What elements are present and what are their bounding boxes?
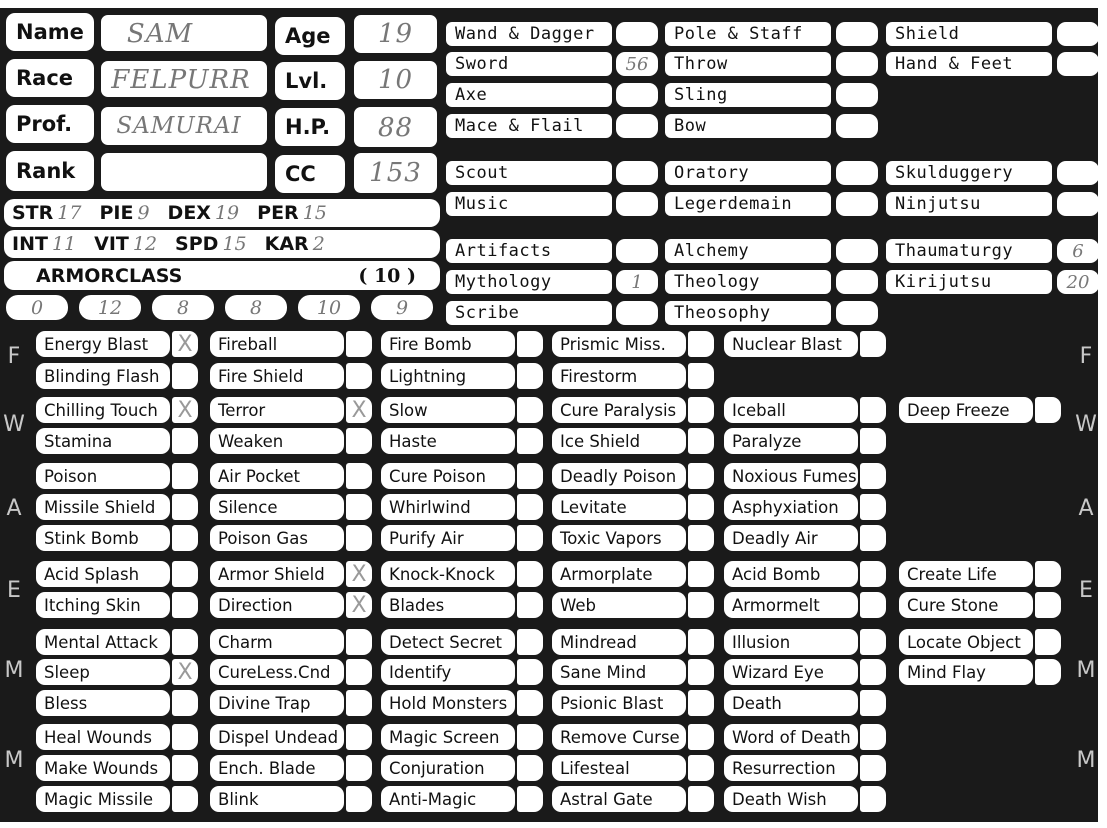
- spell-name: Acid Bomb: [724, 561, 858, 587]
- spell-check-box[interactable]: [346, 755, 372, 781]
- spell-name: Cure Stone: [899, 592, 1033, 618]
- spell-name: Death Wish: [724, 786, 858, 812]
- spell-name: Armormelt: [724, 592, 858, 618]
- spell-name: Resurrection: [724, 755, 858, 781]
- spell-check-box[interactable]: [346, 659, 372, 685]
- skill-name: Scout: [446, 161, 612, 185]
- spell-name: Anti-Magic: [381, 786, 515, 812]
- skill-name: Throw: [665, 52, 831, 76]
- spell-check-box[interactable]: [860, 755, 886, 781]
- spell-check-box[interactable]: [860, 428, 886, 454]
- spell-check-box[interactable]: [860, 659, 886, 685]
- spell-check-box[interactable]: [860, 397, 886, 423]
- skill-value-box[interactable]: 1: [616, 270, 658, 294]
- skill-name: Theology: [665, 270, 831, 294]
- spell-name: Fire Shield: [210, 363, 344, 389]
- spell-name: Hold Monsters: [381, 690, 515, 716]
- spell-name: Missile Shield: [36, 494, 170, 520]
- spell-name: Acid Splash: [36, 561, 170, 587]
- spell-name: Word of Death: [724, 724, 858, 750]
- spell-check-box[interactable]: [688, 428, 714, 454]
- spell-check-box[interactable]: [517, 331, 543, 357]
- spell-check-box[interactable]: [860, 525, 886, 551]
- skill-value-box[interactable]: [1057, 52, 1098, 76]
- spell-name: Mindread: [552, 629, 686, 655]
- spell-check-box[interactable]: [860, 561, 886, 587]
- skill-value-box[interactable]: [616, 83, 658, 107]
- per-value: 15: [302, 202, 327, 224]
- spell-check-box[interactable]: [688, 629, 714, 655]
- skill-value-box[interactable]: [1057, 161, 1098, 185]
- skill-value-box[interactable]: [616, 22, 658, 46]
- spell-check-box[interactable]: [172, 755, 198, 781]
- spell-check-box[interactable]: [688, 592, 714, 618]
- spell-name: Blinding Flash: [36, 363, 170, 389]
- spell-name: Fire Bomb: [381, 331, 515, 357]
- spell-check-box[interactable]: [346, 428, 372, 454]
- vit-label: VIT: [94, 233, 129, 255]
- spell-check-box[interactable]: [517, 786, 543, 812]
- school-letter-left: E: [7, 578, 21, 603]
- spell-check-box[interactable]: [346, 331, 372, 357]
- spell-check-box[interactable]: [688, 755, 714, 781]
- skill-name: Theosophy: [665, 301, 831, 325]
- spell-name: Armor Shield: [210, 561, 344, 587]
- spell-name: Knock-Knock: [381, 561, 515, 587]
- skill-value-box[interactable]: [836, 192, 878, 216]
- skill-name: Axe: [446, 83, 612, 107]
- armorclass-bar: [4, 261, 440, 290]
- spell-name: Asphyxiation: [724, 494, 858, 520]
- spell-name: Divine Trap: [210, 690, 344, 716]
- spell-name: Stamina: [36, 428, 170, 454]
- spell-name: Purify Air: [381, 525, 515, 551]
- spell-name: Conjuration: [381, 755, 515, 781]
- hp-label: H.P.: [275, 108, 345, 146]
- spell-name: Make Wounds: [36, 755, 170, 781]
- armor-slot[interactable]: 0: [6, 295, 68, 320]
- school-letter-right: E: [1079, 578, 1093, 603]
- skill-value-box[interactable]: 20: [1057, 270, 1098, 294]
- spell-check-box[interactable]: [860, 690, 886, 716]
- skill-name: Sling: [665, 83, 831, 107]
- skill-value-box[interactable]: [836, 83, 878, 107]
- school-letter-right: W: [1075, 412, 1097, 437]
- kar-value: 2: [312, 233, 325, 255]
- skill-value-box[interactable]: [616, 301, 658, 325]
- school-letter-left: W: [3, 412, 25, 437]
- skill-name: Wand & Dagger: [446, 22, 612, 46]
- spell-check-box[interactable]: [1035, 561, 1061, 587]
- rank-label: Rank: [6, 151, 94, 191]
- spell-check-box[interactable]: [517, 592, 543, 618]
- race-value: FELPURR: [111, 65, 251, 95]
- pie-label: PIE: [99, 202, 134, 224]
- skill-value-box[interactable]: [836, 270, 878, 294]
- school-letter-left: A: [6, 496, 22, 521]
- school-letter-right: M: [1076, 658, 1096, 683]
- spell-check-box[interactable]: [688, 690, 714, 716]
- spell-check-box[interactable]: [688, 786, 714, 812]
- spell-check-box[interactable]: X: [346, 592, 372, 618]
- spell-check-box[interactable]: [346, 724, 372, 750]
- spell-check-box[interactable]: [860, 463, 886, 489]
- spell-name: Create Life: [899, 561, 1033, 587]
- spell-check-box[interactable]: [688, 525, 714, 551]
- school-letter-right: M: [1076, 748, 1096, 773]
- spell-check-box[interactable]: [860, 786, 886, 812]
- spell-check-box[interactable]: [688, 494, 714, 520]
- spell-name: Terror: [210, 397, 344, 423]
- spell-check-box[interactable]: [172, 786, 198, 812]
- spell-check-box[interactable]: [172, 592, 198, 618]
- skill-value-box[interactable]: [616, 161, 658, 185]
- spell-check-box[interactable]: [688, 561, 714, 587]
- skill-value-box[interactable]: [836, 114, 878, 138]
- skill-value-box[interactable]: [616, 192, 658, 216]
- vit-value: 12: [132, 233, 158, 255]
- spell-name: Psionic Blast: [552, 690, 686, 716]
- prof-value: SAMURAI: [116, 113, 242, 139]
- skill-value-box[interactable]: [836, 239, 878, 263]
- spell-name: Blades: [381, 592, 515, 618]
- spell-check-box[interactable]: [172, 463, 198, 489]
- spell-check-box[interactable]: [346, 494, 372, 520]
- dex-label: DEX: [167, 202, 211, 224]
- spell-check-box[interactable]: X: [172, 397, 198, 423]
- spell-name: Deadly Air: [724, 525, 858, 551]
- int-label: INT: [12, 233, 48, 255]
- stats-row-2: [4, 230, 440, 258]
- spell-name: Illusion: [724, 629, 858, 655]
- spell-name: Sleep: [36, 659, 170, 685]
- spell-name: Detect Secret: [381, 629, 515, 655]
- spell-check-box[interactable]: [860, 724, 886, 750]
- spell-name: Fireball: [210, 331, 344, 357]
- cc-label: CC: [275, 155, 345, 193]
- spell-name: Itching Skin: [36, 592, 170, 618]
- skill-name: Pole & Staff: [665, 22, 831, 46]
- skill-name: Thaumaturgy: [886, 239, 1052, 263]
- spell-check-box[interactable]: [346, 629, 372, 655]
- spell-check-box[interactable]: [172, 494, 198, 520]
- school-letter-right: A: [1078, 496, 1094, 521]
- spell-name: Silence: [210, 494, 344, 520]
- spell-check-box[interactable]: [346, 525, 372, 551]
- spell-name: CureLess.Cnd: [210, 659, 344, 685]
- spell-name: Magic Screen: [381, 724, 515, 750]
- spell-name: Ice Shield: [552, 428, 686, 454]
- skill-name: Skulduggery: [886, 161, 1052, 185]
- spell-check-box[interactable]: [1035, 397, 1061, 423]
- spell-check-box[interactable]: [517, 428, 543, 454]
- skill-name: Mythology: [446, 270, 612, 294]
- spell-check-box[interactable]: [346, 363, 372, 389]
- spell-name: Remove Curse: [552, 724, 686, 750]
- spell-name: Deep Freeze: [899, 397, 1033, 423]
- spell-check-box[interactable]: [1035, 629, 1061, 655]
- spell-name: Chilling Touch: [36, 397, 170, 423]
- spell-name: Air Pocket: [210, 463, 344, 489]
- spell-name: Bless: [36, 690, 170, 716]
- armor-slot[interactable]: 12: [79, 295, 141, 320]
- spell-name: Heal Wounds: [36, 724, 170, 750]
- skill-name: Sword: [446, 52, 612, 76]
- school-letter-left: F: [7, 344, 21, 369]
- spell-name: Slow: [381, 397, 515, 423]
- spell-name: Wizard Eye: [724, 659, 858, 685]
- spell-check-box[interactable]: [1035, 659, 1061, 685]
- spell-check-box[interactable]: [517, 397, 543, 423]
- kar-label: KAR: [264, 233, 309, 255]
- lvl-value: 10: [377, 65, 414, 95]
- skill-name: Mace & Flail: [446, 114, 612, 138]
- school-letter-right: F: [1079, 344, 1093, 369]
- prof-label: Prof.: [6, 105, 94, 143]
- spell-check-box[interactable]: [172, 363, 198, 389]
- spell-check-box[interactable]: X: [172, 659, 198, 685]
- spell-check-box[interactable]: [172, 690, 198, 716]
- spell-check-box[interactable]: [688, 363, 714, 389]
- armor-slot[interactable]: 9: [371, 295, 433, 320]
- spell-name: Death: [724, 690, 858, 716]
- spd-label: SPD: [175, 233, 219, 255]
- stats-row-1: [4, 199, 440, 227]
- age-label: Age: [275, 17, 345, 55]
- spell-check-box[interactable]: [172, 561, 198, 587]
- spell-check-box[interactable]: [172, 629, 198, 655]
- spell-check-box[interactable]: [860, 494, 886, 520]
- spell-name: Magic Missile: [36, 786, 170, 812]
- skill-name: Legerdemain: [665, 192, 831, 216]
- spell-check-box[interactable]: [346, 463, 372, 489]
- spell-check-box[interactable]: X: [346, 561, 372, 587]
- spell-check-box[interactable]: X: [172, 331, 198, 357]
- rank-value: [104, 153, 254, 191]
- race-label: Race: [6, 59, 94, 97]
- spell-check-box[interactable]: [860, 592, 886, 618]
- spell-name: Haste: [381, 428, 515, 454]
- spell-check-box[interactable]: [688, 463, 714, 489]
- spell-name: Nuclear Blast: [724, 331, 858, 357]
- spell-name: Toxic Vapors: [552, 525, 686, 551]
- spell-name: Lifesteal: [552, 755, 686, 781]
- spd-value: 15: [222, 233, 247, 255]
- spell-check-box[interactable]: [517, 690, 543, 716]
- skill-name: Music: [446, 192, 612, 216]
- armorclass-label: ARMORCLASS: [36, 264, 183, 287]
- dex-value: 19: [214, 202, 240, 224]
- spell-check-box[interactable]: [517, 363, 543, 389]
- spell-name: Poison: [36, 463, 170, 489]
- str-label: STR: [12, 202, 54, 224]
- spell-check-box[interactable]: [688, 659, 714, 685]
- spell-check-box[interactable]: [860, 331, 886, 357]
- skill-name: Kirijutsu: [886, 270, 1052, 294]
- skill-name: Shield: [886, 22, 1052, 46]
- skill-value-box[interactable]: [1057, 22, 1098, 46]
- spell-name: Iceball: [724, 397, 858, 423]
- spell-name: Sane Mind: [552, 659, 686, 685]
- spell-check-box[interactable]: [517, 494, 543, 520]
- spell-check-box[interactable]: [517, 755, 543, 781]
- skill-name: Artifacts: [446, 239, 612, 263]
- spell-check-box[interactable]: [346, 690, 372, 716]
- spell-name: Energy Blast: [36, 331, 170, 357]
- spell-name: Weaken: [210, 428, 344, 454]
- spell-name: Stink Bomb: [36, 525, 170, 551]
- spell-check-box[interactable]: [517, 525, 543, 551]
- spell-name: Locate Object: [899, 629, 1033, 655]
- spell-check-box[interactable]: [517, 561, 543, 587]
- skill-name: Oratory: [665, 161, 831, 185]
- spell-name: Charm: [210, 629, 344, 655]
- spell-check-box[interactable]: [346, 786, 372, 812]
- skill-name: Bow: [665, 114, 831, 138]
- school-letter-left: M: [4, 748, 24, 773]
- spell-check-box[interactable]: [688, 397, 714, 423]
- spell-name: Web: [552, 592, 686, 618]
- per-label: PER: [257, 202, 299, 224]
- skill-value-box[interactable]: [836, 301, 878, 325]
- spell-check-box[interactable]: [517, 724, 543, 750]
- spell-name: Deadly Poison: [552, 463, 686, 489]
- armorclass-value: ( 10 ): [358, 264, 416, 287]
- spell-name: Blink: [210, 786, 344, 812]
- school-letter-left: M: [4, 658, 24, 683]
- int-value: 11: [51, 233, 77, 255]
- spell-name: Paralyze: [724, 428, 858, 454]
- spell-name: Dispel Undead: [210, 724, 344, 750]
- spell-check-box[interactable]: [1035, 592, 1061, 618]
- skill-value-box[interactable]: [836, 52, 878, 76]
- skill-value-box[interactable]: [836, 22, 878, 46]
- spell-name: Astral Gate: [552, 786, 686, 812]
- spell-name: Direction: [210, 592, 344, 618]
- name-value: SAM: [126, 19, 194, 49]
- name-label: Name: [6, 13, 94, 51]
- character-sheet: [0, 8, 1098, 822]
- spell-name: Firestorm: [552, 363, 686, 389]
- skill-value-box[interactable]: [616, 239, 658, 263]
- spell-name: Whirlwind: [381, 494, 515, 520]
- armor-slot[interactable]: 10: [298, 295, 360, 320]
- spell-name: Noxious Fumes: [724, 463, 858, 489]
- spell-check-box[interactable]: [517, 629, 543, 655]
- spell-name: Cure Poison: [381, 463, 515, 489]
- spell-check-box[interactable]: [688, 724, 714, 750]
- spell-name: Poison Gas: [210, 525, 344, 551]
- spell-check-box[interactable]: [688, 331, 714, 357]
- skill-name: Alchemy: [665, 239, 831, 263]
- spell-check-box[interactable]: [517, 659, 543, 685]
- spell-name: Mind Flay: [899, 659, 1033, 685]
- skill-name: Scribe: [446, 301, 612, 325]
- skill-value-box[interactable]: [1057, 192, 1098, 216]
- spell-check-box[interactable]: [172, 724, 198, 750]
- armor-slot[interactable]: 8: [152, 295, 214, 320]
- str-value: 17: [57, 202, 82, 224]
- spell-name: Mental Attack: [36, 629, 170, 655]
- skill-value-box[interactable]: 56: [616, 52, 658, 76]
- spell-name: Levitate: [552, 494, 686, 520]
- spell-check-box[interactable]: [860, 629, 886, 655]
- spell-check-box[interactable]: [172, 525, 198, 551]
- spell-name: Ench. Blade: [210, 755, 344, 781]
- lvl-label: Lvl.: [275, 62, 345, 100]
- spell-check-box[interactable]: [172, 428, 198, 454]
- hp-value: 88: [377, 113, 414, 143]
- skill-value-box[interactable]: 6: [1057, 239, 1098, 263]
- spell-check-box[interactable]: X: [346, 397, 372, 423]
- spell-name: Cure Paralysis: [552, 397, 686, 423]
- skill-value-box[interactable]: [616, 114, 658, 138]
- spell-name: Lightning: [381, 363, 515, 389]
- spell-name: Prismic Miss.: [552, 331, 686, 357]
- spell-name: Identify: [381, 659, 515, 685]
- age-value: 19: [377, 19, 414, 49]
- pie-value: 9: [137, 202, 150, 224]
- skill-name: Hand & Feet: [886, 52, 1052, 76]
- skill-value-box[interactable]: [836, 161, 878, 185]
- armor-slot[interactable]: 8: [225, 295, 287, 320]
- skill-name: Ninjutsu: [886, 192, 1052, 216]
- spell-name: Armorplate: [552, 561, 686, 587]
- cc-value: 153: [369, 158, 422, 188]
- spell-check-box[interactable]: [517, 463, 543, 489]
